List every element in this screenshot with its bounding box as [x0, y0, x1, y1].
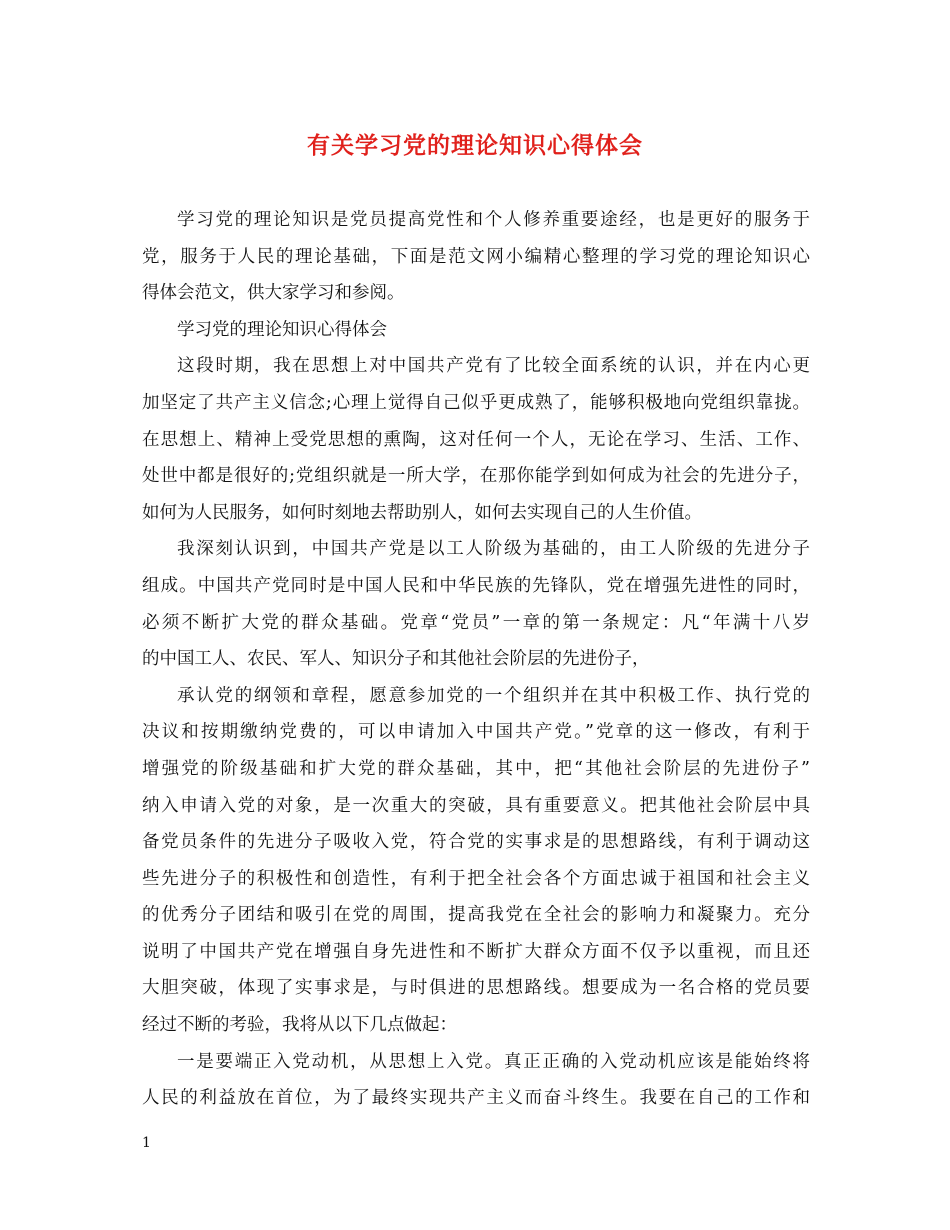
- text-line: 备党员条件的先进分子吸收入党，符合党的实事求是的思想路线，有利于调动这: [142, 832, 810, 853]
- text-line: 处世中都是很好的;党组织就是一所大学，在那你能学到如何成为社会的先进分子，: [142, 466, 810, 487]
- text-line: 人民的利益放在首位，为了最终实现共产主义而奋斗终生。我要在自己的工作和: [142, 1088, 810, 1109]
- text-line: 加坚定了共产主义信念;心理上觉得自己似乎更成熟了，能够积极地向党组织靠拢。: [142, 392, 810, 413]
- text-line: 承认党的纲领和章程，愿意参加党的一个组织并在其中积极工作、执行党的: [177, 685, 810, 706]
- page-title: 有关学习党的理论知识心得体会: [307, 132, 643, 159]
- document-body: [142, 202, 810, 1117]
- text-line: 如何为人民服务，如何时刻地去帮助别人，如何去实现自己的人生价值。: [142, 502, 702, 523]
- text-line: 的优秀分子团结和吸引在党的周围，提高我党在全社会的影响力和凝聚力。充分: [142, 905, 810, 926]
- text-line: 党，服务于人民的理论基础，下面是范文网小编精心整理的学习党的理论知识心: [142, 246, 810, 267]
- text-line: 必须不断扩大党的群众基础。党章“党员”一章的第一条规定：凡“年满十八岁: [142, 612, 810, 633]
- text-line: 增强党的阶级基础和扩大党的群众基础，其中，把“其他社会阶层的先进份子”: [142, 758, 810, 779]
- page-number: 1: [142, 1135, 151, 1151]
- text-line: 些先进分子的积极性和创造性，有利于把全社会各个方面忠诚于祖国和社会主义: [142, 868, 810, 889]
- text-line: 得体会范文，供大家学习和参阅。: [142, 283, 405, 304]
- text-line: 学习党的理论知识是党员提高党性和个人修养重要途经，也是更好的服务于: [177, 210, 810, 230]
- text-line: 经过不断的考验，我将从以下几点做起：: [142, 1015, 457, 1036]
- text-line: 决议和按期缴纳党费的，可以申请加入中国共产党。”党章的这一修改，有利于: [142, 722, 810, 743]
- text-line: 在思想上、精神上受党思想的熏陶，这对任何一个人，无论在学习、生活、工作、: [142, 429, 810, 450]
- text-line: 我深刻认识到，中国共产党是以工人阶级为基础的，由工人阶级的先进分子: [177, 539, 810, 560]
- text-line: 大胆突破，体现了实事求是，与时俱进的思想路线。想要成为一名合格的党员要: [142, 978, 810, 999]
- text-line: 一是要端正入党动机，从思想上入党。真正正确的入党动机应该是能始终将: [177, 1051, 810, 1072]
- text-line: 组成。中国共产党同时是中国人民和中华民族的先锋队，党在增强先进性的同时，: [142, 575, 810, 596]
- text-line: 这段时期，我在思想上对中国共产党有了比较全面系统的认识，并在内心更: [177, 356, 810, 377]
- text-line: 说明了中国共产党在增强自身先进性和不断扩大群众方面不仅予以重视，而且还: [142, 941, 810, 962]
- text-line: 纳入申请入党的对象，是一次重大的突破，具有重要意义。把其他社会阶层中具: [142, 795, 810, 816]
- text-line: 学习党的理论知识心得体会: [177, 319, 387, 340]
- text-line: 的中国工人、农民、军人、知识分子和其他社会阶层的先进份子，: [142, 649, 650, 670]
